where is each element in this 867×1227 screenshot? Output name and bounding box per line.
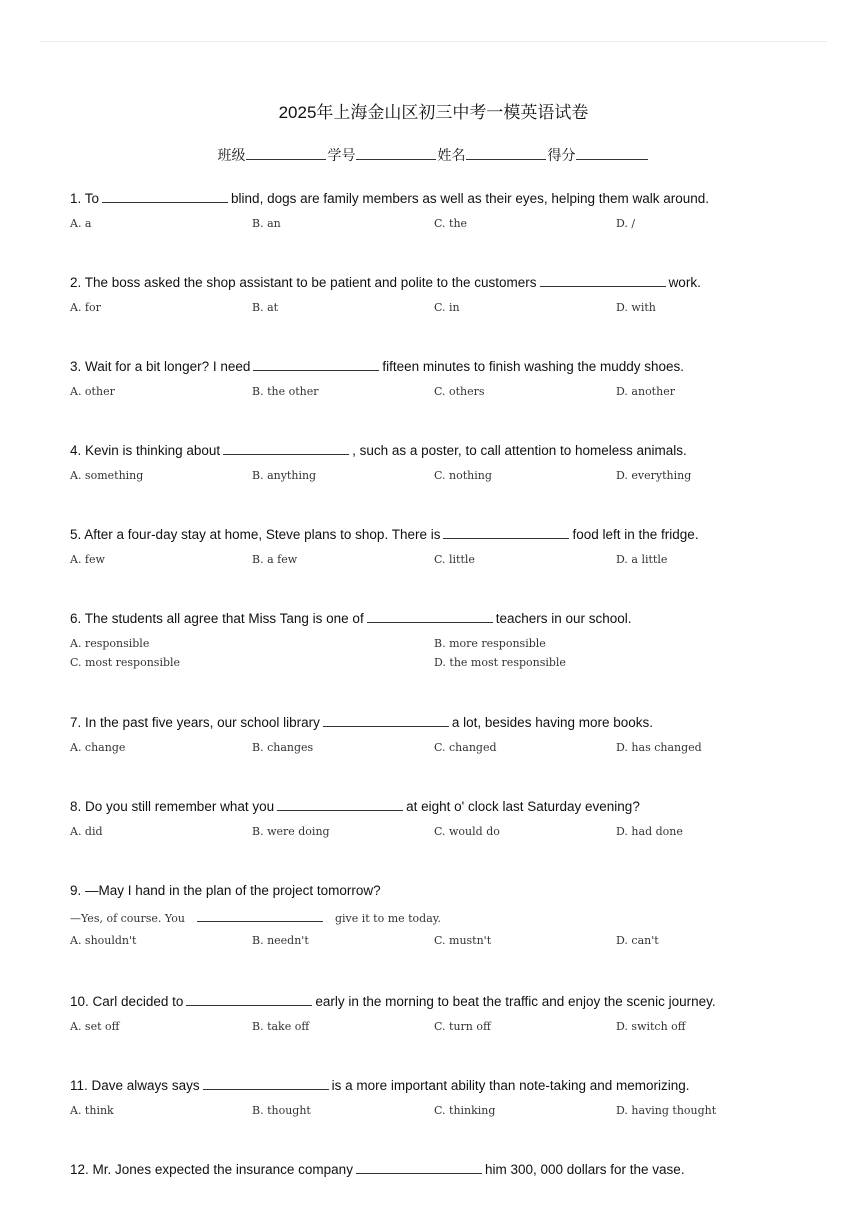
answer-blank [253,358,379,371]
stem-before: Do you still remember what you [85,799,275,814]
option-b: B. changes [252,741,314,754]
option-d: D. had done [616,825,683,838]
option-d: D. having thought [616,1104,717,1117]
question-5 [70,526,830,569]
option-d: D. can't [616,934,659,947]
option-a: A. something [70,469,144,482]
answer-blank [223,442,349,455]
option-b: B. needn't [252,934,309,947]
options-row [70,217,830,233]
option-a: A. for [70,301,101,314]
stem-before: Dave always says [91,1078,200,1093]
page-title: 2025年上海金山区初三中考一模英语试卷 [278,103,589,122]
stem-after: him 300, 000 dollars for the vase. [484,1162,685,1177]
answer-blank [356,1161,482,1174]
question-number: 12. [70,1162,89,1177]
option-c: C. others [434,385,485,398]
question-stem [70,882,830,900]
question-number: 8. [70,799,82,814]
question-number: 11. [70,1078,88,1093]
answer-blank [443,526,569,539]
options-row [70,825,830,841]
question-stem [70,274,830,292]
option-a: A. think [70,1104,114,1117]
question-1 [70,190,830,233]
option-a: A. set off [70,1020,120,1033]
option-b: B. more responsible [434,637,546,650]
question-10 [70,993,830,1036]
option-d: D. another [616,385,675,398]
question-2 [70,274,830,317]
question-stem [70,714,830,732]
question-stem [70,526,830,544]
class-blank [246,147,326,160]
option-a: A. responsible [70,637,150,650]
question-stem [70,798,830,816]
stem-before: —May I hand in the plan of the project tomorrow? [85,883,381,898]
question-number: 4. [70,443,82,458]
question-number: 3. [70,359,82,374]
stem-after: blind, dogs are family members as well as their eyes, helping them walk around. [231,191,710,206]
options-row [70,469,830,485]
option-b: B. anything [252,469,317,482]
option-b: B. the other [252,385,319,398]
option-c: C. in [434,301,460,314]
option-a: A. few [70,553,105,566]
stem-before: In the past five years, our school library [85,715,320,730]
option-c: C. mustn't [434,934,492,947]
name-field [438,145,548,165]
stem-before: Mr. Jones expected the insurance company [92,1162,353,1177]
option-b: B. an [252,217,281,230]
question-4 [70,442,830,485]
question-stem [70,610,830,628]
option-c: C. turn off [434,1020,491,1033]
option-b: B. at [252,301,279,314]
option-c: C. would do [434,825,500,838]
question-stem [70,1077,830,1095]
stem-after: at eight o' clock last Saturday evening? [406,799,640,814]
question-number: 10. [70,994,89,1009]
question-stem [70,993,830,1011]
question-stem [70,1161,830,1179]
stem-before: Carl decided to [92,994,184,1009]
question-8 [70,798,830,841]
question-number: 5. [70,527,82,542]
stem-after: a lot, besides having more books. [451,715,654,730]
option-b: B. thought [252,1104,311,1117]
answer-blank [102,190,228,203]
question-stem [70,442,830,460]
answer-blank [323,714,449,727]
student-number-label: 学号 [327,147,356,163]
stem-before: After a four-day stay at home, Steve plans to shop. There is [84,527,441,542]
stem-after: teachers in our school. [495,611,632,626]
options-row [70,741,830,757]
option-b: B. were doing [252,825,330,838]
option-d: D. / [616,217,636,230]
question-11 [70,1077,830,1120]
option-a: A. change [70,741,126,754]
option-a: A. shouldn't [70,934,137,947]
option-d: D. a little [616,553,668,566]
answer-blank [540,274,666,287]
name-label: 姓名 [437,147,466,163]
stem-after: work. [668,275,701,290]
answer-blank [186,993,312,1006]
question-6 [70,610,830,673]
stem-before: The boss asked the shop assistant to be patient and polite to the customers [84,275,537,290]
stem-before: To [84,191,100,206]
student-number-field [328,145,438,165]
question-7 [70,714,830,757]
option-b: B. take off [252,1020,310,1033]
option-a: A. a [70,217,92,230]
class-label: 班级 [217,147,246,163]
options-row [70,553,830,569]
option-a: A. other [70,385,115,398]
answer-blank [277,798,403,811]
question-number: 6. [70,611,82,626]
class-field [218,145,328,165]
option-b: B. a few [252,553,298,566]
dialogue-response [70,909,830,925]
header-divider [40,41,827,42]
options-row [70,301,830,317]
answer-blank [197,909,323,922]
score-label: 得分 [547,147,576,163]
option-c: C. little [434,553,475,566]
question-9 [70,882,830,950]
option-c: C. thinking [434,1104,496,1117]
options-grid [70,637,830,673]
option-c: C. most responsible [70,656,181,669]
option-d: D. has changed [616,741,702,754]
stem-after: fifteen minutes to finish washing the muddy shoes. [382,359,685,374]
name-blank [466,147,546,160]
options-row [70,934,830,950]
stem-before: Kevin is thinking about [85,443,221,458]
option-c: C. the [434,217,468,230]
question-3 [70,358,830,401]
stem-before: The students all agree that Miss Tang is one of [84,611,364,626]
score-blank [576,147,648,160]
options-row [70,1020,830,1036]
options-row [70,385,830,401]
answer-blank [367,610,493,623]
stem-after: early in the morning to beat the traffic and enjoy the scenic journey. [315,994,716,1009]
option-d: D. with [616,301,656,314]
question-number: 9. [70,883,82,898]
question-number: 1. [70,191,82,206]
option-d: D. the most responsible [434,656,566,669]
question-number: 7. [70,715,82,730]
option-c: C. changed [434,741,497,754]
question-12 [70,1161,830,1179]
response-after: give it to me today. [334,912,442,925]
option-c: C. nothing [434,469,492,482]
score-field [548,145,650,165]
student-number-blank [356,147,436,160]
stem-after: is a more important ability than note-taking and memorizing. [331,1078,690,1093]
option-d: D. switch off [616,1020,686,1033]
option-d: D. everything [616,469,692,482]
stem-after: food left in the fridge. [572,527,699,542]
options-row [70,1104,830,1120]
response-before: —Yes, of course. You [70,912,185,925]
question-number: 2. [70,275,82,290]
option-a: A. did [70,825,103,838]
answer-blank [203,1077,329,1090]
stem-before: Wait for a bit longer? I need [85,359,251,374]
question-stem [70,358,830,376]
stem-after: , such as a poster, to call attention to homeless animals. [352,443,687,458]
student-info-line [0,145,867,165]
question-stem [70,190,830,208]
